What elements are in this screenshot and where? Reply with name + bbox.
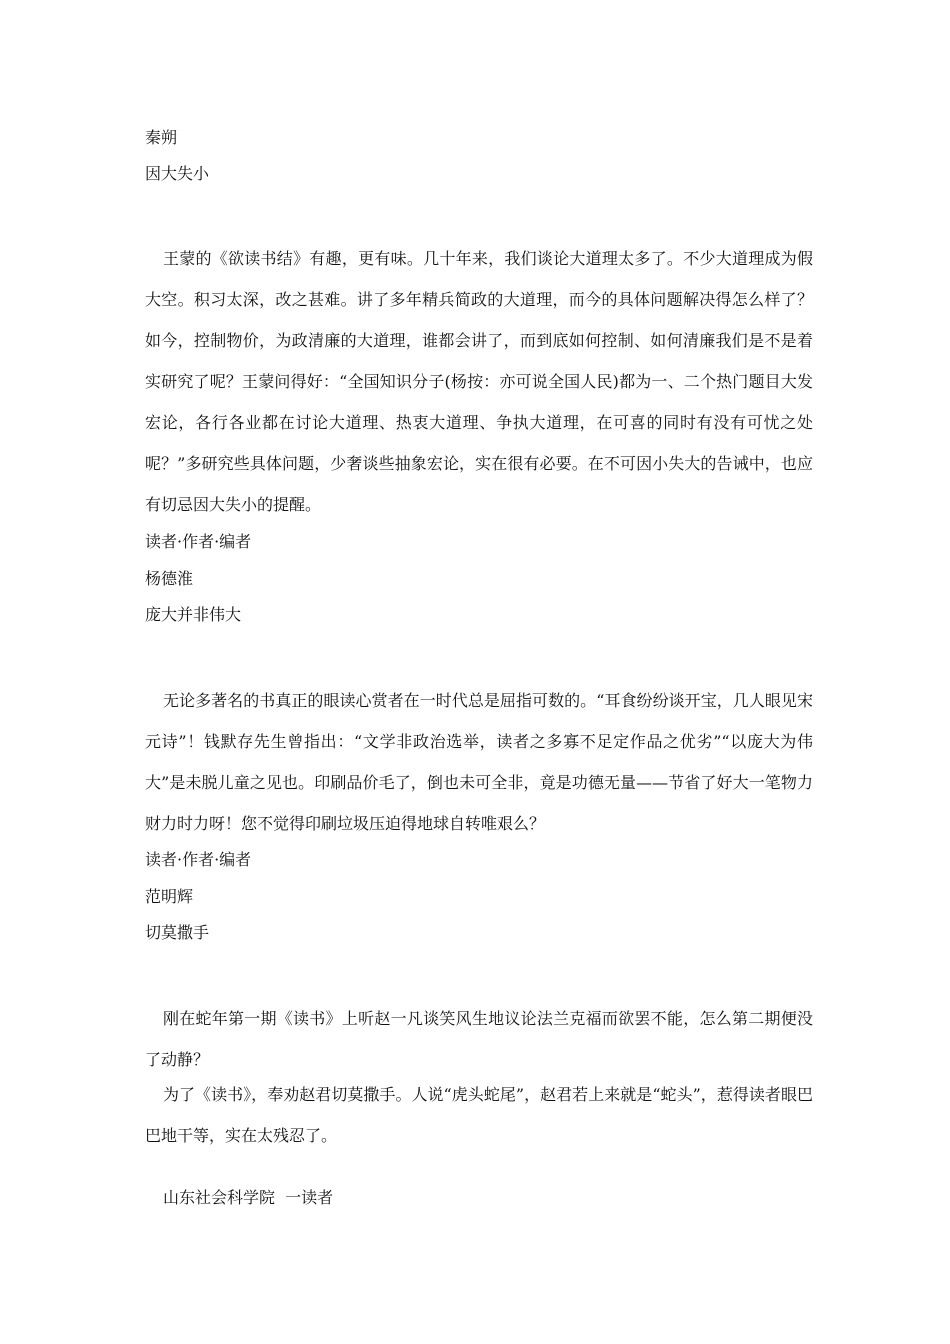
letter-body: 无论多著名的书真正的眼读心赏者在一时代总是屈指可数的。“耳食纷纷谈开宝，几人眼见宋元诗”！钱默存先生曾指出：“文学非政治选举，读者之多寡不足定作品之优劣”“以庞大为伟大”是未脱儿童之见也。印刷品价毛了，倒也未可全非，竟是功德无量——节省了好大一笔物力财力时力呀！您不觉得印刷垃圾压迫得地球自转唯艰么？ [145,691,813,833]
letter-title: 因大失小 [145,164,210,183]
section-label: 读者·作者·编者 [145,532,252,551]
letter-title: 庞大并非伟大 [145,605,242,624]
letter-body: 王蒙的《欲读书结》有趣，更有味。几十年来，我们谈论大道理太多了。不少大道理成为假大空。积习太深，改之甚难。讲了多年精兵简政的大道理，而今的具体问题解决得怎么样了？如今，控制物价，为政清廉的大道理，谁都会讲了，而到底如何控制、如何清廉我们是不是着实研究了呢？王蒙问得好：“全国知识分子(杨按：亦可说全国人民)都为一、二个热门题目大发宏论，各行各业都在讨论大道理、热衷大道理、争执大道理，在可喜的同时有没有可忧之处呢？”多研究些具体问题，少奢谈些抽象宏论，实在很有必要。在不可因小失大的告诫中，也应有切忌因大失小的提醒。 [145,249,813,514]
letter-body-paragraph-1: 刚在蛇年第一期《读书》上听赵一凡谈笑风生地议论法兰克福而欲罢不能，怎么第二期便没了动静？ [145,1009,813,1069]
letter-signature: 山东社会科学院 一读者 [163,1188,334,1207]
letter-author: 秦朔 [145,128,178,147]
letter-author: 杨德淮 [145,569,194,588]
section-label: 读者·作者·编者 [145,850,252,869]
letter-author: 范明辉 [145,887,194,906]
letter-title: 切莫撒手 [145,923,210,942]
letter-body-paragraph-2: 为了《读书》，奉劝赵君切莫撒手。人说“虎头蛇尾”，赵君若上来就是“蛇头”，惹得读者眼巴巴地干等，实在太残忍了。 [145,1085,813,1145]
